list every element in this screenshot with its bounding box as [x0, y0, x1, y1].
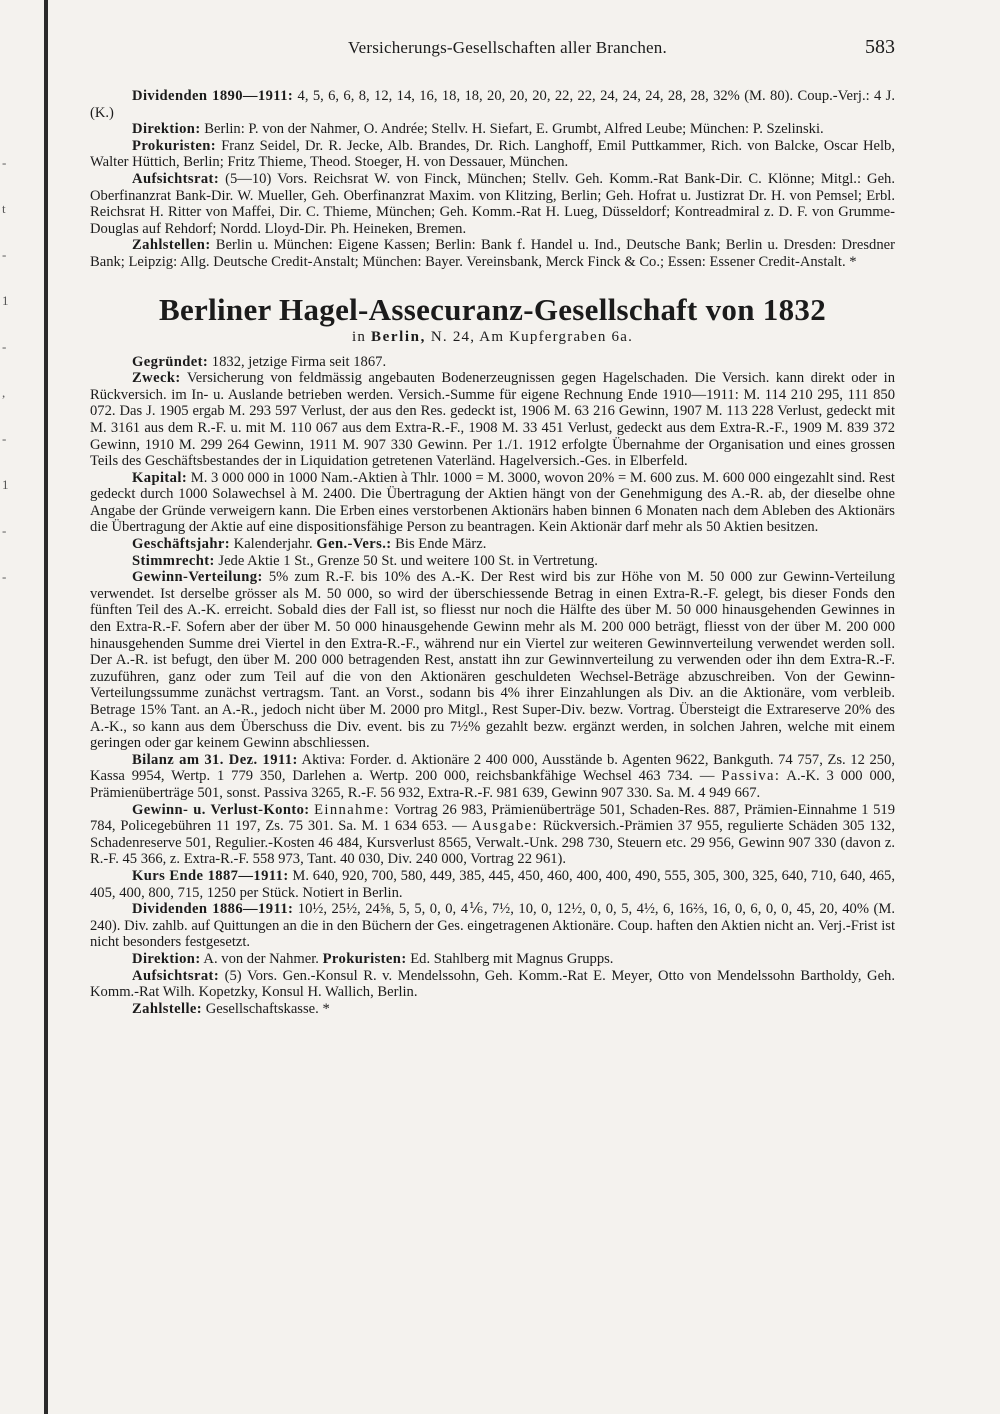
guv-einnahme-label: Einnahme:: [314, 801, 390, 818]
bilanz-entry: [90, 752, 895, 802]
zahlstelle-text: Gesellschaftskasse. *: [202, 1000, 330, 1017]
prev-prokuristen-text: Franz Seidel, Dr. R. Jecke, Alb. Brandes, Dr. Rich. Langhoff, Emil Puttkammer, Rich. von Balcke, Oscar Helb, Walter Hüttich, Berlin; Fritz Thieme, Theod. Stoeger, H. von Dessauer, München.: [90, 137, 895, 171]
kapital-text: M. 3 000 000 in 1000 Nam.-Aktien à Thlr. 1000 = M. 3000, wovon 20% = M. 600 zus. M. 600 000 eingezahlt sind. Rest gedeckt durch 1000 Solawechsel à M. 2400. Die Übertragung der Aktien hängt von der Genehmigung des A.-R. ab, der dieselbe ohne Angabe der Gründe verweigern kann. Die Erben eines verstorbenen Aktionärs haben binnen 6 Monaten nach dem Ableben des Aktionärs die Übertragung der Aktie auf eine dispositionsfähige Person zu beantragen. Kein Aktionär darf mehr als 50 Aktien besitzen.: [90, 469, 895, 536]
bilanz-label: Bilanz am 31. Dez. 1911:: [132, 751, 298, 768]
guv-einnahme-text: Vortrag 26 983, Prämienüberträge 501, Schaden-Res. 887, Prämien-Einnahme 1 519 784, Policegebühren 11 197, Zs. 75 301. Sa. M. 1 634 653. —: [90, 801, 895, 835]
document-page: [90, 36, 895, 1017]
address-street: N. 24, Am Kupfergraben 6a.: [425, 328, 634, 345]
prokuristen-label: Prokuristen:: [322, 950, 407, 967]
guv-label: Gewinn- u. Verlust-Konto:: [132, 801, 310, 818]
zahlstelle-entry: [90, 1001, 895, 1018]
geschaeftsjahr-entry: [90, 536, 895, 553]
genvers-text: Bis Ende März.: [391, 536, 487, 553]
page-header: [90, 36, 895, 58]
dividenden-entry: [90, 901, 895, 951]
prev-aufsichtsrat-text: (5—10) Vors. Reichsrat W. von Finck, München; Stellv. Geh. Komm.-Rat Bank-Dir. C. Klönne; Mitgl.: Geh. Oberfinanzrat Bank-Dir. W. Mueller, Geh. Oberfinanzrat Maxim. von Klitzing, Berlin; Geh. Hofrat u. Justizrat Dr. H. von Pemsel; Erbl. Reichsrat H. Ritter von Maffei, Dir. C. Thieme, München; Geh. Komm.-Rat H. Lueg, Düsseldorf; Kontreadmiral z. D. F. von Grumme-Douglas auf Rehdorf; Nordd. Lloyd-Dir. Ph. Heineken, Bremen.: [90, 170, 895, 237]
guv-ausgabe-text: Rückversich.-Prämien 37 955, regulierte Schäden 305 132, Schadenreserve 501, Regulier.-Kosten 46 484, Kursverlust 8565, Verwalt.-Unk. 298 730, Steuern etc. 29 956, Gewinn 907 330 (davon z. R.-F. 45 366, z. Extra-R.-F. 558 973, Tant. 40 030, Div. 240 000, Vortrag 22 961).: [90, 818, 895, 868]
margin-mark: 1: [2, 293, 9, 308]
left-margin-marks: [2, 140, 20, 600]
direktion-label: Direktion:: [132, 950, 201, 967]
margin-mark: -: [2, 523, 7, 538]
geschaeftsjahr-text: Kalenderjahr.: [230, 536, 317, 553]
genvers-label: Gen.-Vers.:: [316, 536, 392, 553]
binding-fold-line: [44, 0, 48, 1414]
prev-dividenden-entry: [90, 88, 895, 121]
zahlstelle-label: Zahlstelle:: [132, 1000, 203, 1017]
guv-entry: [90, 802, 895, 868]
margin-mark: -: [2, 339, 7, 354]
address-prefix: in: [351, 328, 371, 345]
stimmrecht-text: Jede Aktie 1 St., Grenze 50 St. und weitere 100 St. in Vertretung.: [214, 552, 598, 569]
zweck-entry: [90, 370, 895, 470]
kurs-entry: [90, 868, 895, 901]
stimmrecht-label: Stimmrecht:: [132, 552, 215, 569]
page-number: 583: [865, 36, 895, 58]
bilanz-aktiva-text: Aktiva: Forder. d. Aktionäre 2 400 000, Ausstände b. Agenten 9622, Bankguth. 74 757, Zs. 12 250, Kassa 9954, Wertp. 1 779 350, Darlehen a. Wertp. 200 000, reichsbankfähige Wechsel 463 734. —: [90, 751, 895, 785]
prokuristen-text: Ed. Stahlberg mit Magnus Grupps.: [406, 950, 614, 967]
prev-direktion-label: Direktion:: [132, 121, 201, 138]
gewinnverteilung-label: Gewinn-Verteilung:: [132, 569, 263, 586]
kapital-label: Kapital:: [132, 469, 188, 486]
prev-zahlstellen-label: Zahlstellen:: [132, 237, 211, 254]
kurs-label: Kurs Ende 1887—1911:: [132, 867, 289, 884]
margin-mark: 1: [2, 477, 9, 492]
gegruendet-text: 1832, jetzige Firma seit 1867.: [208, 353, 387, 370]
aufsichtsrat-label: Aufsichtsrat:: [132, 967, 220, 984]
margin-mark: t: [2, 201, 6, 216]
prev-aufsichtsrat-label: Aufsichtsrat:: [132, 170, 220, 187]
gegruendet-entry: [90, 354, 895, 371]
kurs-text: M. 640, 920, 700, 580, 449, 385, 445, 450, 460, 400, 400, 490, 555, 305, 300, 325, 640, 710, 640, 465, 405, 400, 800, 715, 1250 per Stück. Notiert in Berlin.: [90, 867, 896, 901]
gewinnverteilung-text: 5% zum R.-F. bis 10% des A.-K. Der Rest wird bis zur Höhe von M. 50 000 zur Gewinn-Verteilung verwendet. Ist derselbe grösser als M. 50 000, so wird der überschiessende Betrag in einen Extra-R.-F. gelegt, bis dieser Fonds den fünften Teil des A.-K. erreicht. Sobald dies der Fall ist, so fliesst nur noch die Hälfte des über M. 50 000 hinausgehenden Gewinnes in den Extra-R.-F. Sofern aber der über M. 50 000 hinausgehende Gewinn mehr als M. 200 000 beträgt, fliesst von der über M. 200 000 hinausgehenden Summe drei Viertel in den Extra-R.-F., während nur ein Viertel zur weiteren Gewinnverteilung verwendet werden soll. Der A.-R. ist befugt, den über M. 200 000 betragenden Rest, anstatt ihn zur Gewinnverteilung zu verwenden oder ihn dem Extra-R.-F. zuzuführen, ganz oder zum Teil auf die von den Aktionären geschuldeten Wechsel-Beträge abzuschreiben. Von der Gewinn-Verteilungssumme zunächst vertragsm. Tant. an Vorst., sodann bis 4% ihrer Einzahlungen als Div. an die Aktionäre, vom verbleib. Betrage 15% Tant. an A.-R., jedoch nicht über M. 2000 pro Mitgl., Rest Super-Div. bezw. Vortrag. Übersteigt die Extrareserve 20% des A.-K., so kann aus dem Überschuss die Div. event. bis zu 7½% gezahlt bezw. ergänzt werden, in solchen Jahren, welche mit einem geringen oder gar keinem Gewinn abschliessen.: [90, 569, 895, 752]
running-title: Versicherungs-Gesellschaften aller Branchen.: [348, 38, 667, 57]
address-city: Berlin,: [370, 328, 426, 345]
zweck-text: Versicherung von feldmässig angebauten Bodenerzeugnissen gegen Hagelschaden. Die Versich. kann direkt oder in Rückversich. im In- u. Auslande betrieben werden. Versich.-Summe für eigene Rechnung Ende 1910—1911: M. 114 210 295, 111 850 072. Das J. 1905 ergab M. 293 597 Verlust, der aus den Res. gedeckt ist, 1906 M. 63 216 Gewinn, 1907 M. 113 228 Verlust, gedeckt mit M. 3161 aus dem R.-F. u. mit M. 110 067 aus dem Extra-R.-F., 1908 M. 33 451 Verlust, gedeckt aus dem Extra-R.-F., 1909 M. 839 372 Gewinn, 1910 M. 299 264 Gewinn, 1911 M. 907 330 Gewinn. Per 1./1. 1912 erfolgte Übernahme der Organisation und eines grossen Teils des Geschäftsbestandes der in Liquidation getretenen Vaterländ. Hagelversich.-Ges. in Elberfeld.: [90, 370, 895, 470]
kapital-entry: [90, 470, 895, 536]
bilanz-passiva-label: Passiva:: [721, 768, 781, 785]
company-address: [90, 329, 895, 346]
stimmrecht-entry: [90, 553, 895, 570]
aufsichtsrat-text: (5) Vors. Gen.-Konsul R. v. Mendelssohn, Geh. Komm.-Rat E. Meyer, Otto von Mendelssohn Bartholdy, Geh. Komm.-Rat Wilh. Kopetzky, Konsul H. Wallich, Berlin.: [90, 967, 895, 1001]
gewinnverteilung-entry: [90, 569, 895, 752]
prev-prokuristen-entry: [90, 138, 895, 171]
prev-prokuristen-label: Prokuristen:: [132, 137, 216, 154]
zweck-label: Zweck:: [132, 370, 181, 387]
margin-mark: -: [2, 155, 7, 170]
margin-mark: -: [2, 569, 7, 584]
aufsichtsrat-entry: [90, 968, 895, 1001]
dividenden-label: Dividenden 1886—1911:: [132, 901, 294, 918]
dividenden-text: 10½, 25½, 24⅝, 5, 5, 0, 0, 4⅙, 7½, 10, 0, 12½, 0, 0, 5, 4½, 6, 16⅔, 16, 0, 6, 0, 0, 45, 20, 40% (M. 240). Div. zahlb. auf Quittungen an die in den Büchern der Ges. eingetragenen Aktionäre. Coup. haften den Aktien nicht an. Verj.-Frist ist nicht besonders festgesetzt.: [90, 901, 895, 951]
prev-zahlstellen-text: Berlin u. München: Eigene Kassen; Berlin: Bank f. Handel u. Ind., Deutsche Bank; Berlin u. Dresden: Dresdner Bank; Leipzig: Allg. Deutsche Credit-Anstalt; München: Bayer. Vereinsbank, Merck Finck & Co.; Essen: Essener Credit-Anstalt. *: [90, 237, 895, 270]
prev-direktion-text: Berlin: P. von der Nahmer, O. Andrée; Stellv. H. Siefart, E. Grumbt, Alfred Leube; München: P. Szelinski.: [200, 121, 824, 138]
geschaeftsjahr-label: Geschäftsjahr:: [132, 536, 231, 553]
margin-mark: -: [2, 431, 7, 446]
direktion-text: A. von der Nahmer.: [200, 950, 323, 967]
prev-aufsichtsrat-entry: [90, 171, 895, 237]
prev-dividenden-label: Dividenden 1890—1911:: [132, 88, 294, 104]
margin-mark: -: [2, 247, 7, 262]
bilanz-passiva-text: A.-K. 3 000 000, Prämienüberträge 501, sonst. Passiva 3265, R.-F. 56 932, Extra-R.-F. 981 639, Gewinn 907 330. Sa. M. 4 949 667.: [90, 768, 896, 801]
direktion-entry: [90, 951, 895, 968]
prev-dividenden-text: 4, 5, 6, 6, 8, 12, 14, 16, 18, 18, 20, 20, 20, 22, 22, 24, 24, 24, 28, 28, 32% (M. 80). Coup.-Verj.: 4 J. (K.): [90, 88, 895, 121]
gegruendet-label: Gegründet:: [132, 353, 209, 370]
prev-direktion-entry: [90, 121, 895, 138]
prev-zahlstellen-entry: [90, 237, 895, 270]
guv-ausgabe-label: Ausgabe:: [471, 818, 538, 835]
company-title: Berliner Hagel-Assecuranz-Gesellschaft von 1832: [158, 291, 826, 327]
margin-mark: ,: [2, 385, 6, 400]
